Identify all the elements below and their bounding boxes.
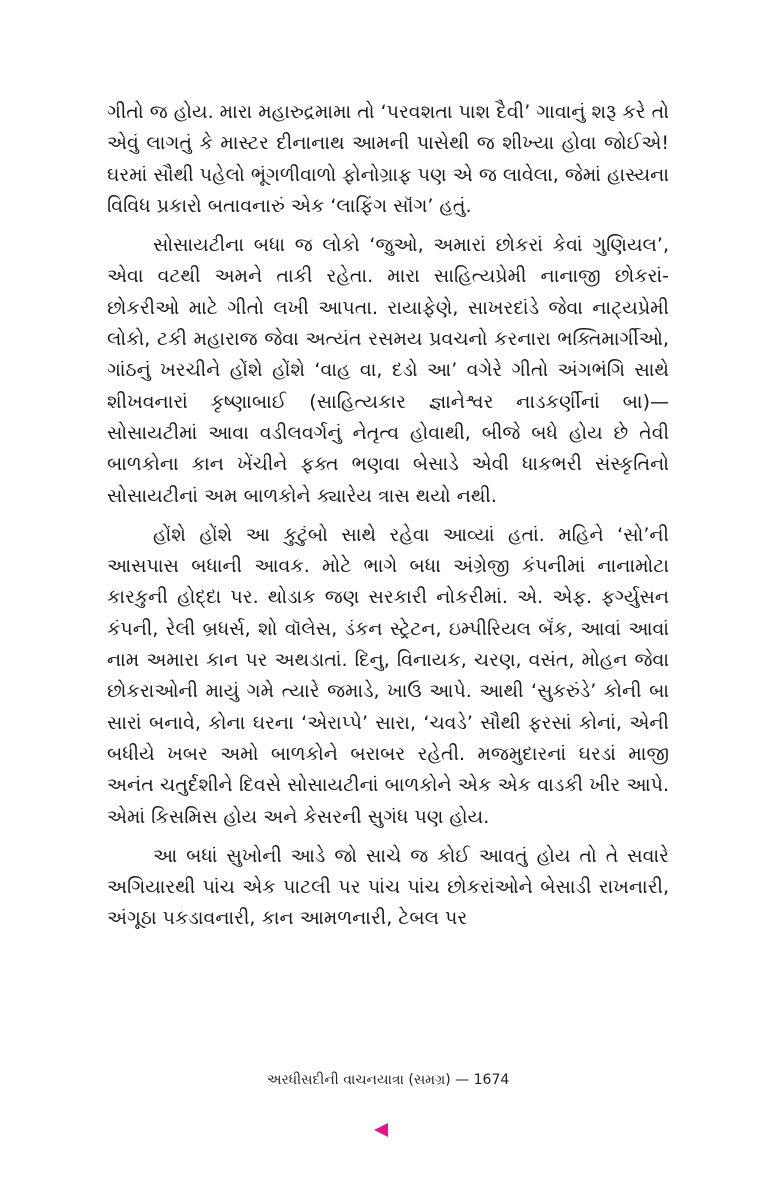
- previous-page-arrow-icon[interactable]: [374, 1123, 388, 1137]
- paragraph-1: ગીતો જ હોય. મારા મહારુદ્રમામા તો ‘પરવશતા પાશ દૈવી’ ગાવાનું શરૂ કરે તો એવું લાગતું કે માસ્ટર દીનાનાથ આમની પાસેથી જ શીખ્યા હોવા જોઈએ! ઘરમાં સૌથી પહેલો ભૂંગળીવાળો ફોનોગ્રાફ પણ એ જ લાવેલા, જેમાં હાસ્યના વિવિધ પ્રકારો બતાવનારું એક ‘લાફિંગ સૉંગ’ હતું.: [107, 101, 669, 217]
- paragraph-3: હોંશે હોંશે આ કુટુંબો સાથે રહેવા આવ્યાં હતાં. મહિને ‘સો’ની આસપાસ બધાની આવક. મોટે ભાગે બધા અંગ્રેજી કંપનીમાં નાનામોટા કારકુની હોદ્દા પર. થોડાક જણ સરકારી નોકરીમાં. એ. એફ. ફર્ગ્યુસન કંપની, રેલી બ્રધર્સ, શો વૉલેસ, ડંકન સ્ટ્રેટન, ઇમ્પીરિયલ બૅંક, આવાં આવાં નામ અમારા કાન પર અથડાતાં. દિનુ, વિનાયક, ચરણ, વસંત, મોહન જેવા છોકરાઓની માયું ગમે ત્યારે જમાડે, ખાઉ આપે. આથી ‘સુકરુંડે’ કોની બા સારાં બનાવે, કોના ઘરના ‘એરાપ્પે’ સારા, ‘ચવડે’ સૌથી ફરસાં કોનાં, એની બધીયે ખબર અમો બાળકોને બરાબર રહેતી. મજમુદારનાં ઘરડાં માજી અનંત ચતુર્દશીને દિવસે સોસાયટીનાં બાળકોને એક એક વાડકી ખીર આપે. એમાં કિસમિસ હોય અને કેસરની સુગંધ પણ હોય.: [107, 523, 669, 828]
- paragraph-2: સોસાયટીના બધા જ લોકો ‘જુઓ, અમારાં છોકરાં કેવાં ગુણિયલ’, એવા વટથી અમને તાકી રહેતા. મારા સાહિત્યપ્રેમી નાનાજી છોકરાં-છોકરીઓ માટે ગીતો લખી આપતા. રાયાફેણે, સાખરદાંડે જેવા નાટ્યપ્રેમી લોકો, ટકી મહારાજ જેવા અત્યંત રસમય પ્રવચનો કરનારા ભક્તિમાર્ગીઓ, ગાંઠનું ખરચીને હોંશે હોંશે ‘વાહ વા, દડો આ’ વગેરે ગીતો અંગભંગિ સાથે શીખવનારાં કૃષ્ણાબાઈ (સાહિત્યકાર જ્ઞાનેશ્વર નાડકર્ણીનાં બા)—સોસાયટીમાં આવા વડીલવર્ગનું નેતૃત્વ હોવાથી, બીજે બધે હોય છે તેવી બાળકોના કાન ખેંચીને ફક્ત ભણવા બેસાડે એવી ધાકભરી સંસ્કૃતિનો સોસાયટીનાં અમ બાળકોને ક્યારેય ત્રાસ થયો નથી.: [107, 234, 669, 507]
- page-footer: અરધીસદીની વાચનયાત્રા (સમગ્ર) — 1674: [266, 1072, 510, 1088]
- body-text: [107, 97, 669, 943]
- paragraph-4: આ બધાં સુખોની આડે જો સાચે જ કોઈ આવતું હોય તો તે સવારે અગિયારથી પાંચ એક પાટલી પર પાંચ પાંચ છોકરાંઓને બેસાડી રાખનારી, અંગૂઠા પકડાવનારી, કાન આમળનારી, ટેબલ પર: [107, 844, 669, 930]
